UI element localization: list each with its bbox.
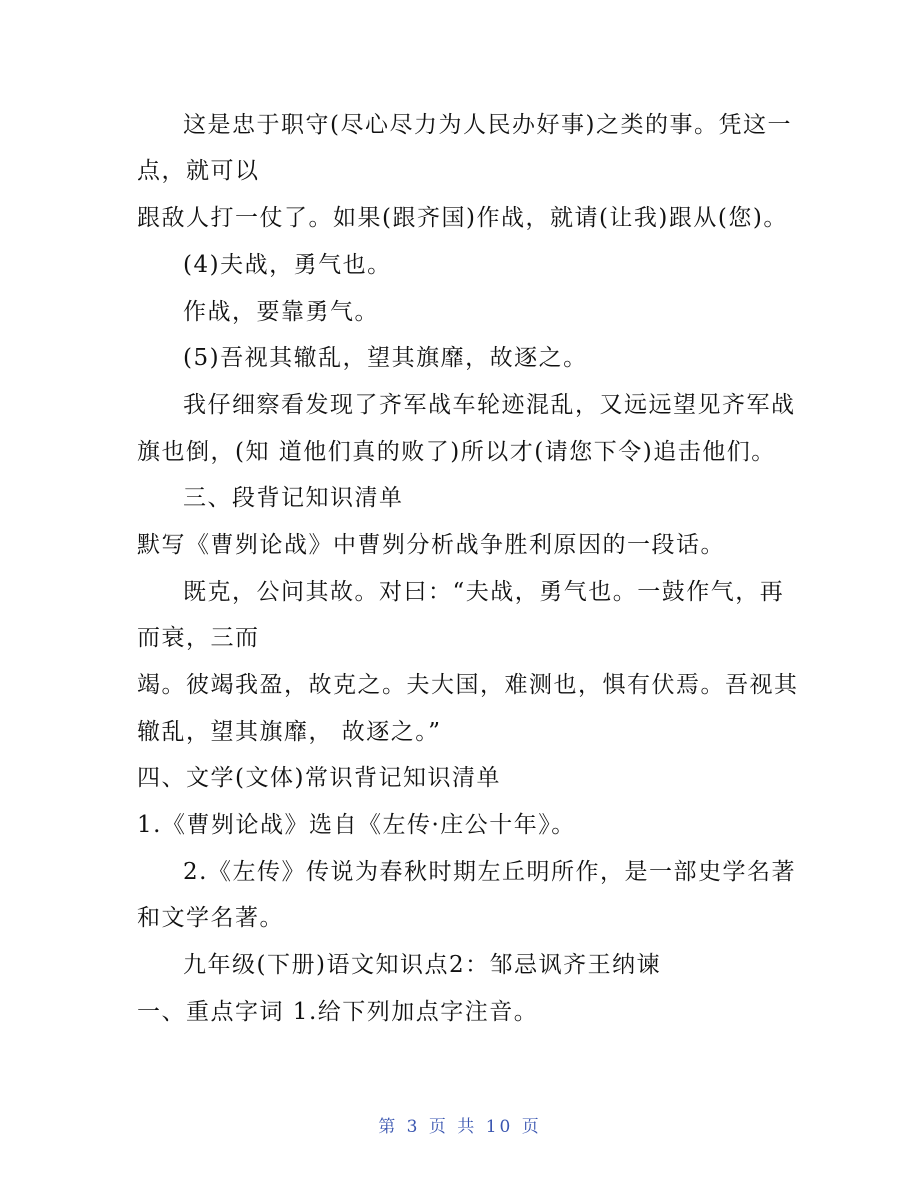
section-heading: 九年级(下册)语文知识点2：邹忌讽齐王纳谏 (183, 952, 662, 978)
paragraph-line: (4)夫战，勇气也。 (183, 252, 392, 278)
paragraph-line: 作战，要靠勇气。 (183, 299, 379, 325)
paragraph-line: 旗也倒，(知 道他们真的败了)所以才(请您下令)追击他们。 (137, 439, 776, 465)
paragraph-line: 辙乱，望其旗靡， 故逐之。” (137, 719, 442, 745)
paragraph-line: 竭。彼竭我盈，故克之。夫大国，难测也，惧有伏焉。吾视其 (137, 672, 799, 698)
section-heading: 三、段背记知识清单 (183, 485, 404, 511)
paragraph-line: 这是忠于职守(尽心尽力为人民办好事)之类的事。凭这一 (183, 112, 792, 138)
paragraph-line: (5)吾视其辙乱，望其旗靡，故逐之。 (183, 345, 588, 371)
section-heading: 一、重点字词 1.给下列加点字注音。 (137, 999, 539, 1025)
paragraph-line: 跟敌人打一仗了。如果(跟齐国)作战，就请(让我)跟从(您)。 (137, 205, 788, 231)
section-heading: 四、文学(文体)常识背记知识清单 (137, 765, 501, 791)
paragraph-line: 既克，公问其故。对曰：“夫战，勇气也。一鼓作气，再 (183, 579, 785, 605)
paragraph-line: 1.《曹刿论战》选自《左传·庄公十年》。 (137, 812, 576, 838)
paragraph-line: 和文学名著。 (137, 905, 284, 931)
page-number-footer: 第 3 页 共 10 页 (378, 1117, 542, 1137)
paragraph-line: 而衰，三而 (137, 625, 260, 651)
paragraph-line: 我仔细察看发现了齐军战车轮迹混乱，又远远望见齐军战 (183, 392, 796, 418)
paragraph-line: 点，就可以 (137, 158, 260, 184)
paragraph-line: 默写《曹刿论战》中曹刿分析战争胜利原因的一段话。 (137, 532, 725, 558)
paragraph-line: 2.《左传》传说为春秋时期左丘明所作，是一部史学名著 (183, 859, 796, 885)
